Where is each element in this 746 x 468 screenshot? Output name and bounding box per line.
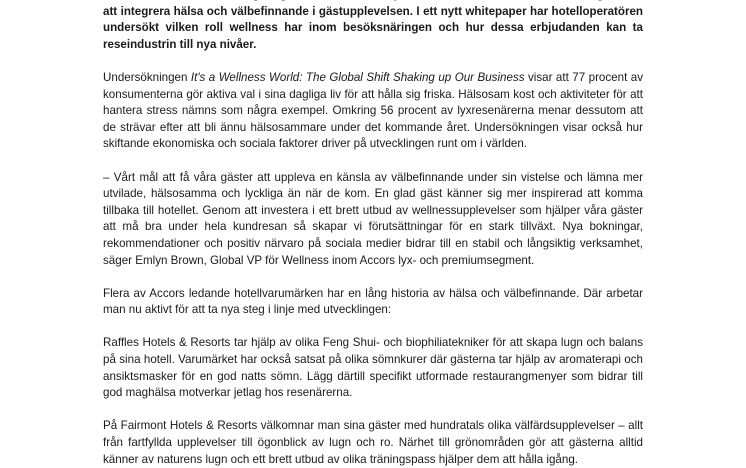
survey-text: visar att 77 procent av konsumenterna gör aktiva val i sina dagliga liv för att hålla sig friska. Hälsosam kost och aktiviteter för att hantera stress nämns som några exempel. Omkring 56 procent av lyxresenärerna menar dessutom att de strävar efter att bli ännu hälsosammare under det kommande året. Undersökningen visar också hur skiftande ekonomiska och sociala faktorer driver på utvecklingen runt om i världen. <box>103 70 643 151</box>
raffles-paragraph: Raffles Hotels & Resorts tar hjälp av olika Feng Shui- och biophiliatekniker för att skapa lugn och balans på sina hotell. Varumärket har också satsat på olika sömnkurer där gästerna tar hjälp av aromaterapi och ansiktsmasker för en god natts sömn. Lägg därtill specifikt utformade restaurangmenyer som bidrar till god maghälsa motverkar jetlag hos resenärerna. <box>103 336 643 400</box>
intro-paragraph: att integrera hälsa och välbefinnande i gästupplevelsen. I ett nytt whitepaper har hotelloperatören undersökt vilken roll wellness har inom besöksnäringen och hur dessa erbjudanden kan ta reseindustrin till nya nivåer. <box>103 4 643 51</box>
survey-prefix: Undersökningen <box>103 70 191 84</box>
quote-paragraph: – Vårt mål att få våra gäster att uppleva en känsla av välbefinnande under sin vistelse och lämna mer utvilade, hälsosamma och lyckliga än när de kom. En glad gäst känner sig mer inspirerad att komma tillbaka till hotellet. Genom att investera i ett brett utbud av wellnessupplevelser som hjälper våra gäster att må bra under hela kundresan så skapar vi förutsättningar för en stark tillväxt. Nya bokningar, rekommendationer och positiv närvaro på sociala medier bidrar till en stabil och långsiktig verksamhet, säger Emlyn Brown, Global VP för Wellness inom Accors lyx- och premiumsegment. <box>103 170 643 267</box>
whitepaper-title: It's a Wellness World: The Global Shift Shaking up Our Business <box>190 70 525 84</box>
fairmont-paragraph: På Fairmont Hotels & Resorts välkomnar man sina gäster med hundratals olika välfärdsupplevelser – allt från fartfyllda upplevelser till ögonblick av lugn och ro. Närhet till grönområden gör att gästerna alltid känner av naturens lugn och ett brett utbud av olika träningspass hjälper dem att hålla igång. <box>103 419 643 466</box>
brands-intro-paragraph: Flera av Accors ledande hotellvarumärken har en lång historia av hälsa och välbefinnande. Där arbetar man nu aktivt för att ta nya steg i linje med utvecklingen: <box>103 286 643 317</box>
document-body <box>103 0 643 468</box>
survey-paragraph <box>103 70 643 153</box>
